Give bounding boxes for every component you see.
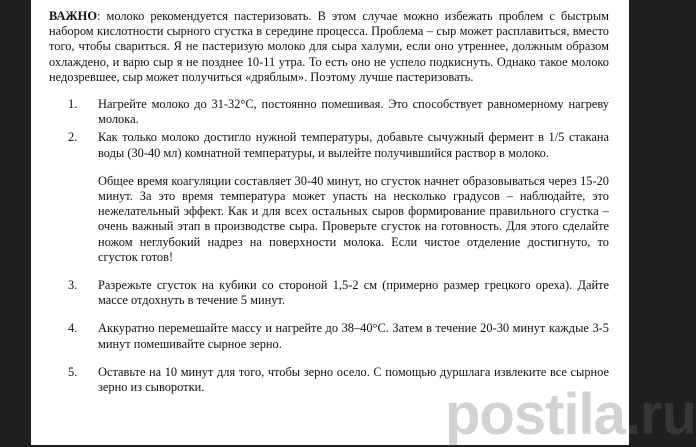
step-3 bbox=[49, 278, 609, 308]
step-number: 3. bbox=[68, 278, 78, 293]
steps-list bbox=[49, 97, 609, 161]
step-text: Разрежьте сгусток на кубики со стороной 1,5-2 см (примерно размер грецкого ореха). Дайте массе отдохнуть в течение 5 минут. bbox=[98, 278, 609, 308]
intro-paragraph bbox=[49, 9, 609, 85]
intro-text: : молоко рекомендуется пастеризовать. В этом случае можно избежать проблем с быстрым набором кислотности сырного сгустка в середине процесса. Проблема – сыр может расплавиться, вместо того, чтобы свариться. Я не пастеризую молоко для сыра халуми, если оно утреннее, должным образом охлаждено, и варю сыр я не позднее 10-11 утра. То есть оно не успело подкиснуть. Однако такое молоко недозревшее, сыр может получиться «дряблым». Поэтому лучше пастеризовать. bbox=[49, 9, 609, 84]
step-text: Оставьте на 10 минут для того, чтобы зерно осело. С помощью дуршлага извлеките все сырное зерно из сыворотки. bbox=[98, 364, 609, 395]
step-text: Аккуратно перемешайте массу и нагрейте до 38–40°С. Затем в течение 20-30 минут каждые 3-5 минут помешивайте сырное зерно. bbox=[98, 321, 609, 351]
step-4 bbox=[49, 321, 609, 351]
step-2 bbox=[49, 130, 609, 160]
step-number: 5. bbox=[68, 364, 78, 379]
intro-label: ВАЖНО bbox=[49, 9, 97, 23]
step-number: 1. bbox=[68, 97, 78, 112]
step-number: 4. bbox=[68, 321, 78, 336]
document-page bbox=[31, 0, 629, 445]
coagulation-paragraph: Общее время коагуляции составляет 30-40 минут, но сгусток начнет образовываться через 15-20 минут. За это время температура может упасть на несколько градусов – наблюдайте, это нежелательный эффект. Как и для всех остальных сыров формирование правильного сгустка – очень важный этап в производстве сыра. Проверьте сгусток на готовность. Для этого сделайте ножом неглубокий надрез на поверхности молока. Если чистое отделение достигнуто, то сгусток готов! bbox=[98, 173, 609, 264]
step-5 bbox=[49, 365, 609, 395]
step-text: Нагрейте молоко до 31-32°С, постоянно помешивая. Это способствует равномерному нагреву молока. bbox=[98, 97, 609, 127]
watermark-logo: postila.ru bbox=[445, 382, 696, 447]
step-number: 2. bbox=[68, 130, 78, 145]
steps-list-continued bbox=[49, 278, 609, 395]
step-text: Как только молоко достигло нужной температуры, добавьте сычужный фермент в 1/5 стакана воды (30-40 мл) комнатной температуры, и вылейте получившийся раствор в молоко. bbox=[98, 130, 609, 160]
step-1 bbox=[49, 97, 609, 127]
